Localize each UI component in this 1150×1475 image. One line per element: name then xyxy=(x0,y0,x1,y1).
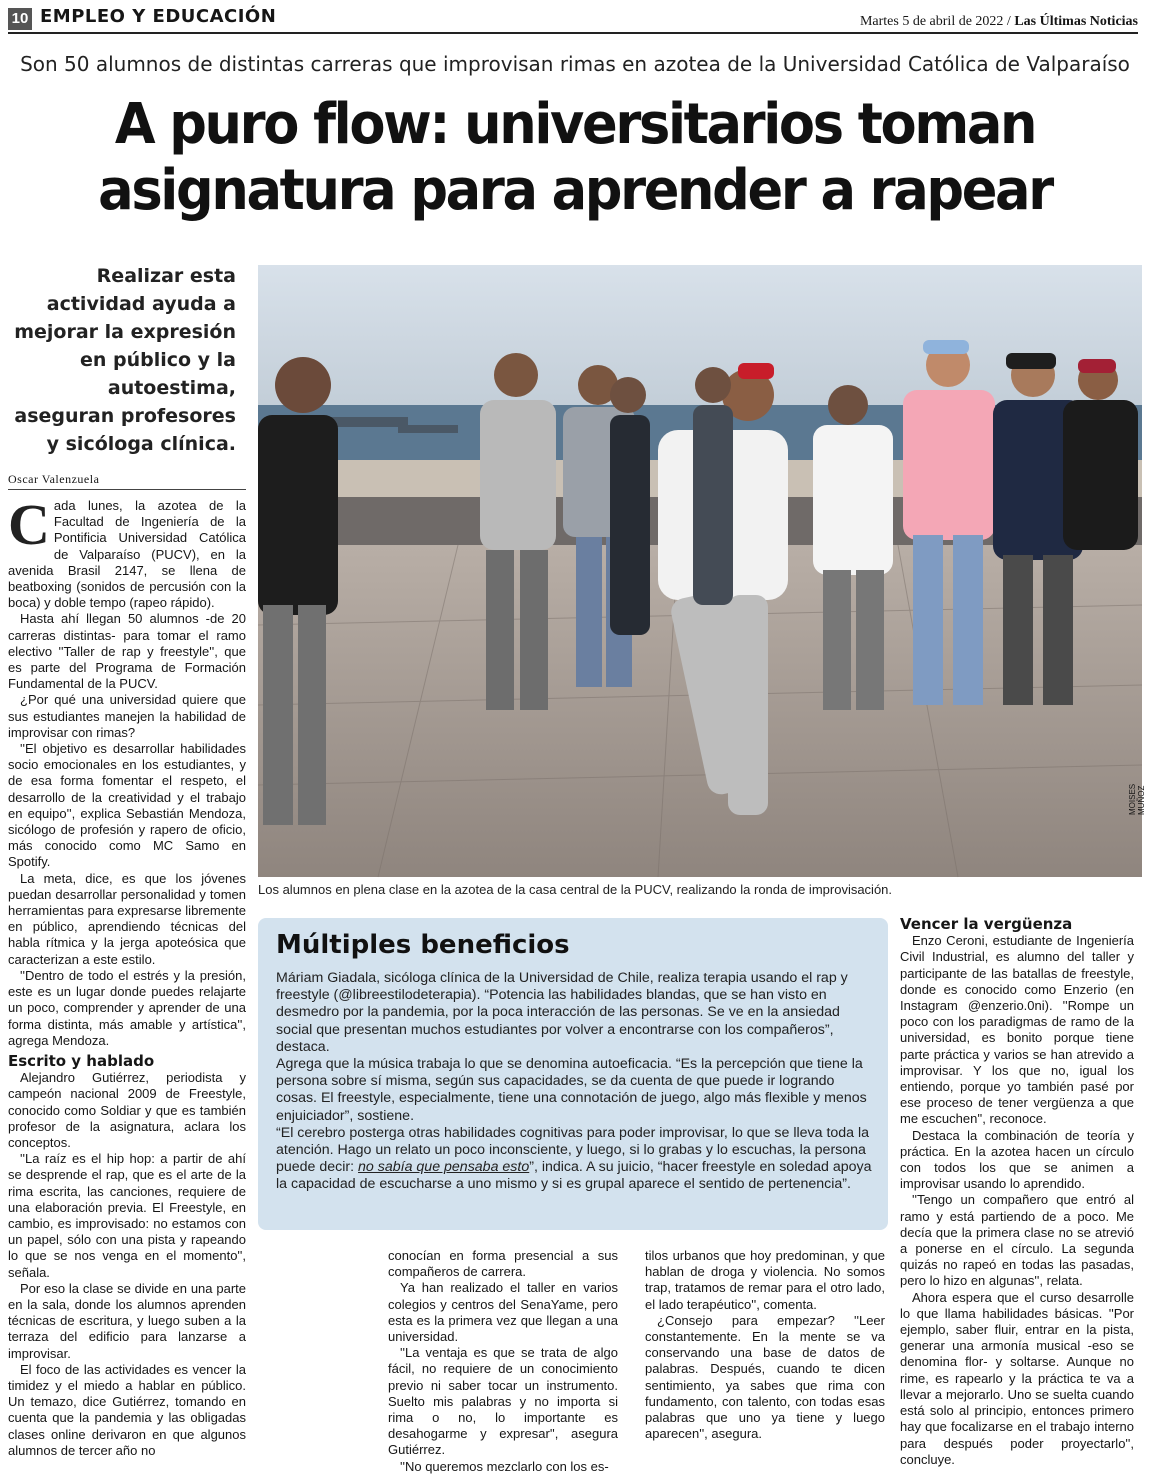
paragraph: Destaca la combinación de teoría y práctica. En la azotea hacen un círculo con todos los que se animen a improvisar usando lo aprendido. xyxy=(900,1127,1134,1192)
kicker: Son 50 alumnos de distintas carreras que improvisan rimas en azotea de la Universidad Católica de Valparaíso xyxy=(20,52,1130,76)
paragraph: ¿Por qué una universidad quiere que sus estudiantes manejen la habilidad de improvisar con rimas? xyxy=(8,692,246,740)
box-paragraph: “El cerebro posterga otras habilidades cognitivas para poder improvisar, lo que se lleva toda la atención. Hago un relato un poco inconsciente, y luego, si lo grabas y lo escuchas, la persona puede decir: no sabía que pensaba esto”, indica. A su juicio, “hacer freestyle en soledad apoya la capacidad de escucharse a uno mismo y si es grupal aparece el sentido de pertenencia”. xyxy=(276,1124,872,1193)
paragraph: ''La raíz es el hip hop: a partir de ahí se desprende el rap, que es el arte de la rima escrita, las canciones, requiere de una elaboración previa. El Freestyle, en cambio, es improvisado: no estamos con un papel, sólo con una pista y rapeando lo que se nos venga en el momento'', señala. xyxy=(8,1151,246,1280)
paragraph: ''El objetivo es desarrollar habilidades socio emocionales en los estudiantes, y de esa forma fomentar el respeto, el desarrollo de la creatividad y el trabajo en equipo'', explica Sebastián Mendoza, sicólogo de profesión y rapero de oficio, más conocido como MC Samo en Spotify. xyxy=(8,741,246,870)
paragraph: Hasta ahí llegan 50 alumnos -de 20 carreras distintas- para tomar el ramo electivo ''Taller de rap y freestyle'', que es parte del Programa de Formación Fundamental de la PUCV. xyxy=(8,611,246,692)
box-paragraph: Máriam Giadala, sicóloga clínica de la Universidad de Chile, realiza terapia usando el rap y freestyle (@libreestilodeterapia). “Potencia las habilidades blandas, que se han visto en desmedro por la pandemia, por la poca interacción de las personas. Se ve en la ansiedad social que presentan muchos estudiantes por volver a encontrarse con los compañeros”, destaca. xyxy=(276,970,848,1055)
page-header xyxy=(8,6,1138,34)
quote-emphasis: no sabía que pensaba esto xyxy=(358,1159,530,1176)
sidebar-box xyxy=(258,918,888,1230)
photo-caption: Los alumnos en plena clase en la azotea de la casa central de la PUCV, realizando la ronda de improvisación. xyxy=(258,882,893,897)
paragraph: Cada lunes, la azotea de la Facultad de Ingeniería de la Pontificia Universidad Católica de Valparaíso (PUCV), en la avenida Brasil 2147, se llena de beatboxing (sonidos de percusión con la boca) y doble tempo (rapeo rápido). xyxy=(8,492,246,611)
column-1 xyxy=(8,492,246,1459)
paragraph: Enzo Ceroni, estudiante de Ingeniería Civil Industrial, es alumno del taller y participante de las batallas de freestyle, donde es conocido como Enzerio (en Instagram @enzerio.0ni). ''Rompe un poco con los paradigmas de ramo de la universidad, es bonito porque tiene parte práctica y varios se han atrevido a improvisar. Y los que no, igual los entiendo, porque yo también pasé por ese proceso de tener vergüenza a que me escuchen'', reconoce. xyxy=(900,933,1134,1127)
headline xyxy=(35,92,1116,224)
page-number: 10 xyxy=(8,8,32,30)
paragraph: ''No queremos mezclarlo con los es- xyxy=(400,1458,609,1474)
drop-cap: C xyxy=(8,492,50,557)
subhead-escrito-y-hablado: Escrito y hablado xyxy=(8,1051,155,1070)
headline-line-1: A puro flow: universitarios toman xyxy=(114,92,1036,157)
paragraph: conocían en forma presencial a sus compañeros de carrera. xyxy=(388,1248,618,1280)
photo-credit: MOISES MUÑOZ xyxy=(1128,783,1146,815)
paragraph: tilos urbanos que hoy predominan, y que hablan de droga y violencia. No somos trap, tratamos de remar para el otro lado, el lado terapéutico'', comenta. xyxy=(645,1248,885,1312)
box-title: Múltiples beneficios xyxy=(276,930,570,960)
paragraph: ''La ventaja es que se trata de algo fácil, no requiere de un conocimiento previo ni saber tocar un instrumento. Suelto mis palabras y no importa si rima o no, lo importante es desahogarme y expresar'', asegura Gutiérrez. xyxy=(388,1345,618,1458)
paragraph: La meta, dice, es que los jóvenes puedan desarrollar personalidad y tomen herramientas para expresarse libremente en público, aprendiendo técnicas del habla rítmica y la jerga apoteósica que caracterizan a este estilo. xyxy=(8,870,246,967)
dateline xyxy=(860,14,1138,30)
photo-illustration xyxy=(258,265,1142,877)
headline-line-2: asignatura para aprender a rapear xyxy=(98,158,1052,223)
summary: Realizar esta actividad ayuda a mejorar la expresión en público y la autoestima, aseguran profesores y sicóloga clínica. xyxy=(14,265,236,455)
paragraph: Ya han realizado el taller en varios colegios y centros del SenaYame, pero esta es la primera vez que llegan a una universidad. xyxy=(388,1280,618,1345)
paragraph: ''Tengo un compañero que entró al ramo y está partiendo de a poco. Me decía que la primera clase no se atrevió a ponerse en el círculo. La segunda quizás no rapeó en todas las pasadas, pero lo hizo en algunas'', relata. xyxy=(900,1192,1134,1289)
subhead-vencer-la-verguenza: Vencer la vergüenza xyxy=(900,915,1073,933)
paragraph: ¿Consejo para empezar? ''Leer constantemente. En la mente se va conservando una base de datos de palabras. Después, cuando te dicen sentimiento, ya sabes que rima con fundamento, con talento, con todas esas palabras que uno ya tiene y luego aparecen'', asegura. xyxy=(645,1312,885,1442)
paragraph: ''Dentro de todo el estrés y la presión, este es un lugar donde puedes relajarte un poco, comprender y aprender de una forma distinta, más amable y artística'', agrega Mendoza. xyxy=(8,967,246,1048)
paragraph: Ahora espera que el curso desarrolle lo que llama habilidades básicas. ''Por ejemplo, saber fluir, entrar en la pista, generar una armonía musical -eso se denomina flor- y soltarse. Aunque no rime, es rapearlo y la práctica te va a llevar a mejorarlo. Uno se suelta cuando está solo al principio, entonces primero hay que focalizarse en el trabajo interno para después poder proyectarlo'', concluye. xyxy=(900,1289,1134,1467)
publication-name: Las Últimas Noticias xyxy=(1014,14,1138,29)
section-name: EMPLEO Y EDUCACIÓN xyxy=(40,6,277,27)
article-photo xyxy=(258,265,1142,877)
column-2 xyxy=(388,1248,618,1475)
paragraph: Por eso la clase se divide en una parte en la sala, donde los alumnos aprenden técnicas de escritura, y luego suben a la terraza del edificio para lanzarse a improvisar. xyxy=(8,1280,246,1361)
paragraph: Alejandro Gutiérrez, periodista y campeón nacional 2009 de Freestyle, conocido como Soldiar y que es también profesor de la asignatura, aclara los conceptos. xyxy=(8,1070,246,1150)
box-paragraph: Agrega que la música trabaja lo que se denomina autoeficacia. “Es la percepción que tiene la persona sobre sí misma, según sus capacidades, se da cuenta de que puede ir logrando cosas. El freestyle, especialmente, tiene una connotación de juego, algo más flexible y menos enjuiciador”, sostiene. xyxy=(276,1056,867,1124)
byline: Oscar Valenzuela xyxy=(8,472,246,490)
column-4 xyxy=(900,912,1134,1468)
issue-date: Martes 5 de abril de 2022 / xyxy=(859,14,1011,29)
paragraph: El foco de las actividades es vencer la timidez y el miedo a hablar en público. Un temazo, dice Gutiérrez, tomando en cuenta que la pandemia y las obligadas clases online derivaron en que algunos alumnos de tercer año no xyxy=(8,1361,246,1458)
column-3 xyxy=(645,1248,885,1442)
